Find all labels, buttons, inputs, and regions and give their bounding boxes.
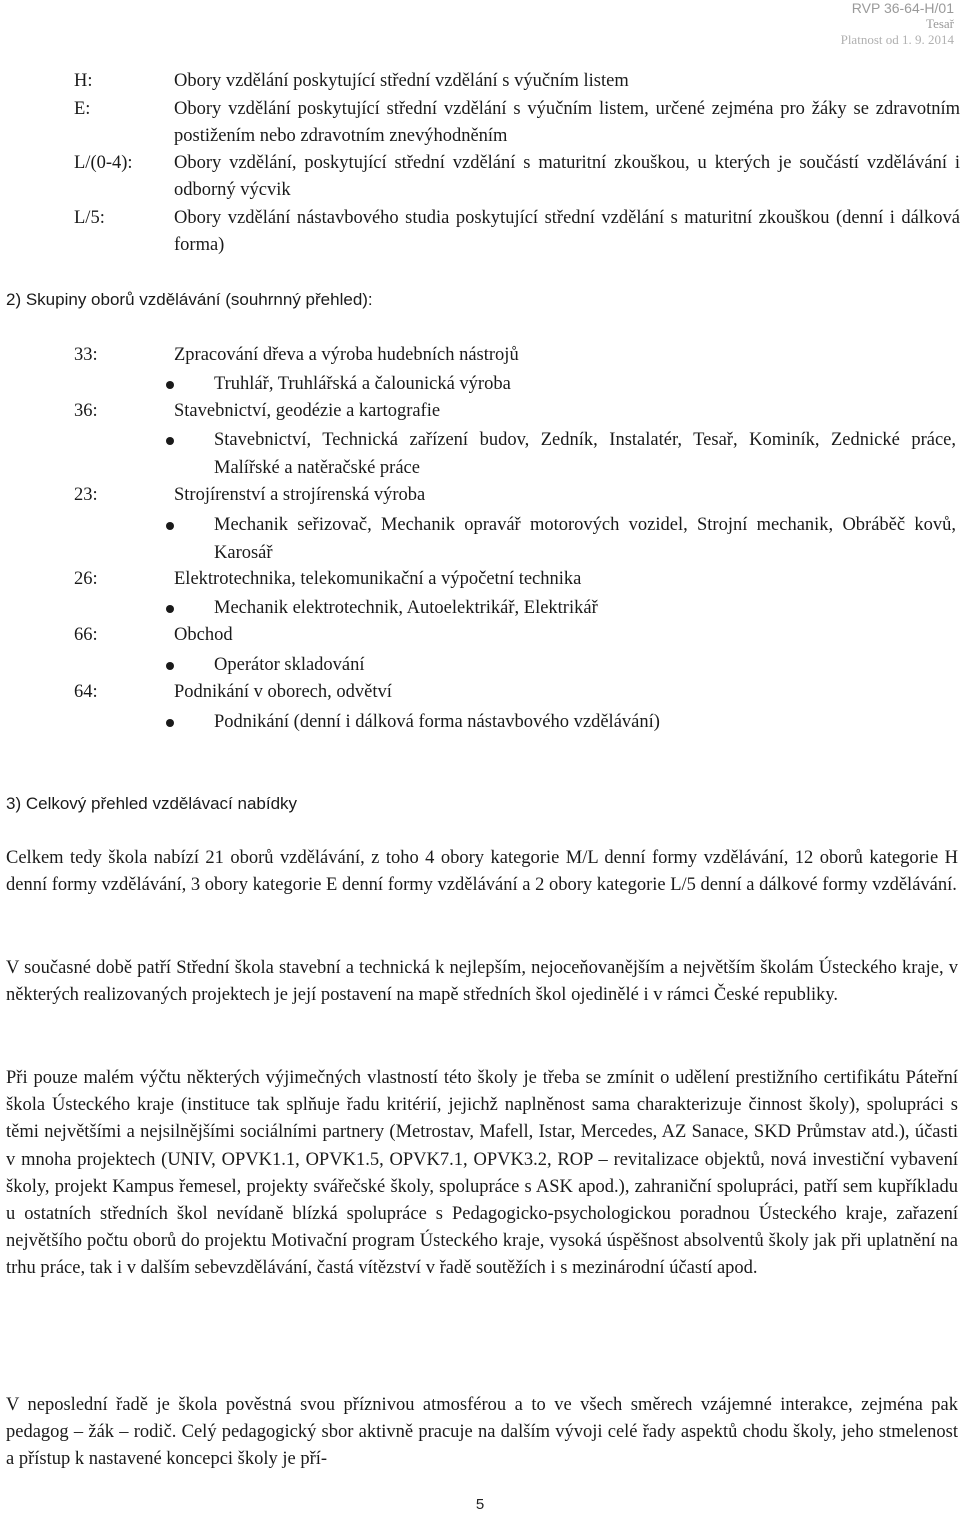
paragraph-reputation: V současné době patří Střední škola stavební a technická k nejlepším, nejoceňovanějším a největším školám Ústeckého kraje, v některých realizovaných projektech je její postavení na mapě středních škol ojedinělé i v rámci České republiky. (6, 958, 958, 1006)
category-description: Obory vzdělání, poskytující střední vzdělání s maturitní zkouškou, u kterých je součástí vzdělávání i odborný výcvik (174, 153, 960, 200)
bullet-icon (166, 381, 174, 389)
group-items: Mechanik elektrotechnik, Autoelektrikář, Elektrikář (214, 598, 598, 618)
category-code: L/(0-4): (74, 153, 133, 173)
group-items: Mechanik seřizovač, Mechanik opravář motorových vozidel, Strojní mechanik, Obráběč kovů, Karosář (214, 515, 956, 563)
group-36 (74, 398, 954, 425)
doc-code: RVP 36-64-H/01 (851, 0, 954, 16)
paragraph-summary: Celkem tedy škola nabízí 21 oborů vzdělávání, z toho 4 obory kategorie M/L denní formy vzdělávání, 12 oborů kategorie H denní formy vzdělávání, 3 obory kategorie E denní formy vzdělávání a 2 obory kategorie L/5 denní a dálkové formy vzdělávání. (6, 848, 958, 896)
bullet-icon (166, 605, 174, 613)
category-h (74, 68, 960, 95)
group-code: 66: (74, 625, 98, 645)
category-e (74, 96, 960, 150)
group-66 (74, 622, 954, 649)
paragraph-achievements: Při pouze malém výčtu některých výjimečných vlastností této školy je třeba se zmínit o udělení prestižního certifikátu Páteřní škola Ústeckého kraje (instituce tak splňuje řadu kritérií, jejichž naplněnost sama charakterizuje činnost školy), spolupráci s těmi největšími a nejsilnějšími sociálními partnery (Metrostav, Mafell, Istar, Mercedes, AZ Sanace, SKD Průmstav atd.), účasti v mnoha projektech (UNIV, OPVK1.1, OPVK1.5, OPVK7.1, OPVK3.2, ROP – revitalizace objektů, nová investiční vybavení školy, projekt Kampus řemesel, projekty svářečské školy, spolupráce s ASK apod.), zahraniční spolupráci, patří sem kupříkladu u ostatních středních škol nevídaně blízká spolupráce s Pedagogicko-psychologickou poradnou Ústeckého kraje, zařazení největšího počtu oborů do projektu Motivační program Ústeckého kraje, vysoká úspěšnost absolventů školy jak při uplatnění na trhu práce, tak i v dalším sebevzdělávání, častá vítězství v řadě soutěžích i s mezinárodní účastí apod. (6, 1068, 958, 1279)
group-64-items (166, 708, 956, 736)
group-36-items (166, 426, 956, 482)
paragraph-atmosphere: V neposlední řadě je škola pověstná svou příznivou atmosférou a to ve všech směrech vzájemné interakce, zejména pak pedagog – žák – rodič. Celý pedagogický sbor aktivně pracuje na dalším vývoji celé řady aspektů chodu školy, jeho stmelenost a přístup k nastavené koncepci školy je pří- (6, 1395, 958, 1470)
group-33 (74, 342, 954, 369)
bullet-icon (166, 522, 174, 530)
group-code: 36: (74, 401, 98, 421)
group-name: Podnikání v oborech, odvětví (174, 682, 392, 702)
group-name: Elektrotechnika, telekomunikační a výpočetní technika (174, 569, 582, 589)
group-23 (74, 482, 954, 509)
group-33-items (166, 370, 956, 398)
section-2-heading: 2) Skupiny oborů vzdělávání (souhrnný přehled): (6, 290, 373, 309)
category-code: H: (74, 71, 93, 91)
group-23-items (166, 511, 956, 567)
category-description: Obory vzdělání nástavbového studia poskytující střední vzdělání s maturitní zkouškou (denní i dálková forma) (174, 208, 960, 255)
category-code: E: (74, 99, 91, 119)
validity-date: Platnost od 1. 9. 2014 (840, 32, 954, 47)
profession-name: Tesař (926, 16, 954, 31)
category-l04 (74, 150, 960, 204)
bullet-icon (166, 719, 174, 727)
group-items: Operátor skladování (214, 655, 365, 675)
bullet-icon (166, 437, 174, 445)
running-header (841, 0, 954, 48)
group-code: 64: (74, 682, 98, 702)
section-3-heading: 3) Celkový přehled vzdělávací nabídky (6, 794, 298, 813)
group-code: 26: (74, 569, 98, 589)
group-items: Podnikání (denní i dálková forma nástavbového vzdělávání) (214, 712, 660, 732)
group-name: Zpracování dřeva a výroba hudebních nástrojů (174, 345, 519, 365)
group-items: Stavebnictví, Technická zařízení budov, Zedník, Instalatér, Tesař, Kominík, Zednické práce, Malířské a natěračské práce (214, 430, 956, 478)
group-name: Obchod (174, 625, 233, 645)
page-number: 5 (475, 1496, 485, 1513)
group-64 (74, 679, 954, 706)
group-code: 33: (74, 345, 98, 365)
group-26-items (166, 594, 956, 622)
group-name: Strojírenství a strojírenská výroba (174, 485, 426, 505)
category-code: L/5: (74, 208, 105, 228)
category-l5 (74, 205, 960, 259)
group-code: 23: (74, 485, 98, 505)
category-description: Obory vzdělání poskytující střední vzdělání s výučním listem, určené zejména pro žáky se zdravotním postižením nebo zdravotním znevýhodněním (174, 99, 960, 146)
group-items: Truhlář, Truhlářská a čalounická výroba (214, 374, 511, 394)
group-66-items (166, 651, 956, 679)
group-26 (74, 566, 954, 593)
category-description: Obory vzdělání poskytující střední vzdělání s výučním listem (174, 71, 629, 91)
group-name: Stavebnictví, geodézie a kartografie (174, 401, 441, 421)
bullet-icon (166, 662, 174, 670)
